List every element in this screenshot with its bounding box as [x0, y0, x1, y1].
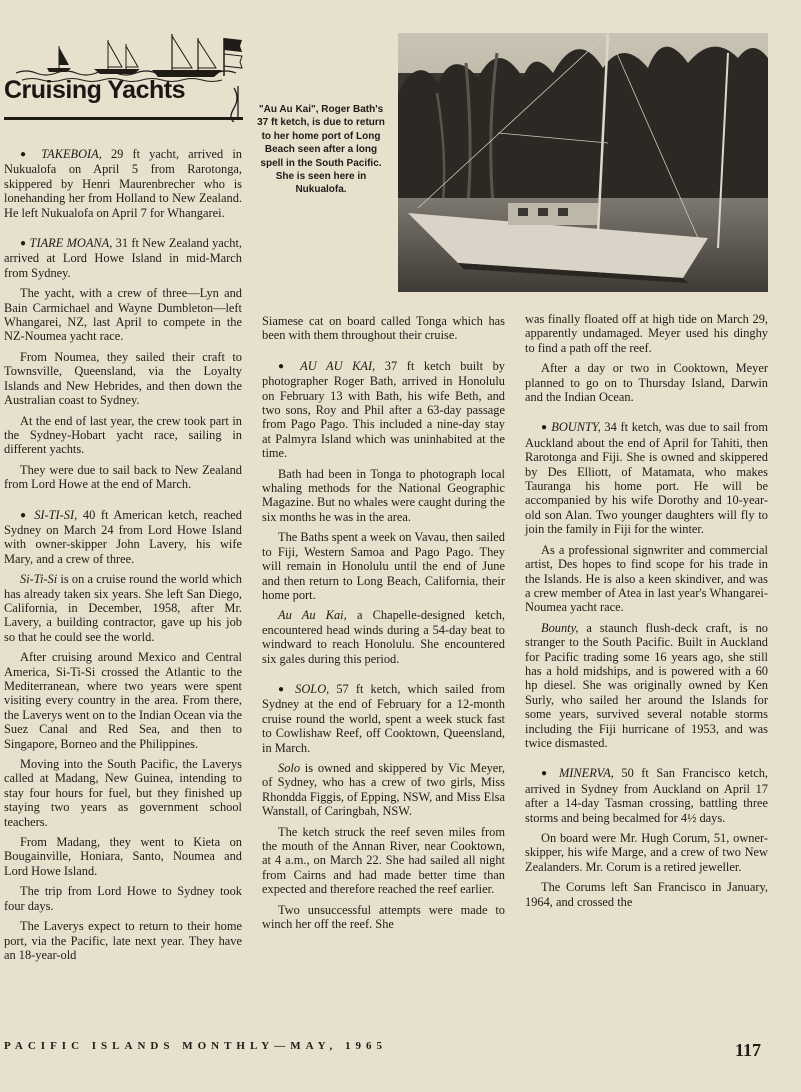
paragraph: Si-Ti-Si is on a cruise round the world which has already taken six years. She left San Diego, California, in December, 1958, after Mr. Lavery, a building contractor, gave up his job so that he could see the world. [4, 572, 242, 644]
paragraph: After cruising around Mexico and Central America, Si-Ti-Si crossed the Atlantic to the Mediterranean, where two years were spent visiting every country in the area. From there, the Laverys went on to the Indian Ocean via the Suez Canal and Red Sea, and then to Singapore, Borneo and the Philippines. [4, 650, 242, 751]
paragraph: Bounty, a staunch flush-deck craft, is no stranger to the South Pacific. Built in Auckland for Pacific trading some 16 years ago, she still has a hold midships, and is powered with a 60 hp diesel. She was originally owned by Ken Surly, who sailed her around the Islands for some years, survived several notable storms including the Fiji hurricane of 1953, and was twice dismasted. [525, 620, 768, 750]
paragraph: The ketch struck the reef seven miles from the mouth of the Annan River, near Cooktown, at 4 a.m., on March 22. She had sailed all night from Cairns and had made better time than expected and therefore reached the reef earlier. [262, 824, 505, 897]
article-column-1 [4, 147, 242, 968]
sailing-ships-illustration [2, 28, 245, 122]
paragraph: ● AU AU KAI, 37 ft ketch built by photographer Roger Bath, arrived in Honolulu on February 13 with Bath, his wife Beth, and two sons, Roy and Phil after a 63-day passage from Pago Pago. This included a nine-day stay at Palmyra Island which was uninhabited at the time. [262, 358, 505, 461]
paragraph: The Baths spent a week on Vavau, then sailed to Fiji, Western Samoa and Pago Pago. They will remain in Honolulu until the end of June and then return to Long Beach, California, their home port. [262, 530, 505, 602]
header-divider [4, 117, 243, 120]
paragraph: The Laverys expect to return to their home port, via the Pacific, late next year. They have an 18-year-old [4, 919, 242, 962]
paragraph: ● SOLO, 57 ft ketch, which sailed from Sydney at the end of February for a 12-month cruise round the world, spent a week stuck fast to Cowlishaw Reef, off Cooktown, Queensland, in March. [262, 681, 505, 755]
paragraph: Siamese cat on board called Tonga which has been with them throughout their cruise. [262, 314, 505, 343]
paragraph: Moving into the South Pacific, the Laverys called at Madang, New Guinea, intending to stay four hours for fuel, but they finished up staying two years as government school teachers. [4, 757, 242, 829]
section-header [2, 28, 245, 122]
paragraph: They were due to sail back to New Zealand from Lord Howe at the end of March. [4, 462, 242, 492]
yacht-photo [398, 33, 768, 292]
paragraph: At the end of last year, the crew took part in the Sydney-Hobart yacht race, sailing in different yachts. [4, 413, 242, 457]
article-column-2 [262, 314, 505, 937]
paragraph: ● TAKEBOIA, 29 ft yacht, arrived in Nukualofa on April 5 from Rarotonga, skippered by Henri Maurenbrecher who is lonehanding her from Holland to New Zealand. He left Nukualofa on April 7 for Whangarei. [4, 147, 242, 220]
paragraph: The yacht, with a crew of three—Lyn and Bain Carmichael and Wayne Dumbleton—left Whangarei, NZ, last April to compete in the NZ-Noumea yacht race. [4, 286, 242, 344]
paragraph: The trip from Lord Howe to Sydney took four days. [4, 884, 242, 913]
page-footer: PACIFIC ISLANDS MONTHLY—MAY, 1965 [4, 1040, 387, 1052]
paragraph: Solo is owned and skippered by Vic Meyer, of Sydney, who has a crew of two girls, Miss Rhondda Figgis, of Epping, NSW, and Miss Elsa Wanstall, of Caringbah, NSW. [262, 760, 505, 819]
paragraph: ● MINERVA, 50 ft San Francisco ketch, arrived in Sydney from Auckland on April 17 after a 14-day Tasman crossing, battling three storms and being becalmed for 4½ days. [525, 766, 768, 825]
paragraph: Bath had been in Tonga to photograph local whaling methods for the National Geographic Magazine. But no whales were caught during the six months he was in the area. [262, 466, 505, 524]
yacht-photo-image [398, 33, 768, 292]
page-title: Cruising Yachts [4, 76, 185, 104]
paragraph: ● BOUNTY, 34 ft ketch, was due to sail from Auckland about the end of April for Tahiti, then Rarotonga and Fiji. She is owned and skippered by Des Elliott, of Matamata, who makes Tauranga his home port. He will be accompanied by his wife Dorothy and 10-year-old son Alan. Two younger daughters will fly to join the family in Fiji for the winter. [525, 420, 769, 537]
paragraph: From Noumea, they sailed their craft to Townsville, Queensland, via the Loyalty Islands and New Hebrides, and then down the Australian coast to Sydney. [4, 349, 242, 408]
paragraph: was finally floated off at high tide on March 29, apparently undamaged. Meyer used his dinghy to find a path off the reef. [525, 312, 768, 355]
paragraph: Two unsuccessful attempts were made to winch her off the reef. She [262, 902, 505, 932]
article-column-3 [525, 312, 768, 915]
paragraph: ● SI-TI-SI, 40 ft American ketch, reached Sydney on March 24 from Lord Howe Island with owner-skipper John Lavery, his wife Mary, and a crew of three. [4, 507, 242, 566]
paragraph: On board were Mr. Hugh Corum, 51, owner-skipper, his wife Marge, and a crew of two New Zealanders. Mr. Corum is a retired jeweller. [525, 831, 768, 874]
paragraph: ● TIARE MOANA, 31 ft New Zealand yacht, arrived at Lord Howe Island in mid-March from Sydney. [4, 236, 242, 280]
paragraph: After a day or two in Cooktown, Meyer planned to go on to Thursday Island, Darwin and the Indian Ocean. [525, 361, 768, 405]
paragraph: Au Au Kai, a Chapelle-designed ketch, encountered head winds during a 54-day beat to windward to reach Honolulu. She encountered six gales during this period. [262, 608, 506, 666]
page-number: 117 [735, 1040, 762, 1060]
paragraph: As a professional signwriter and commercial artist, Des hopes to find scope for his trade in the Islands. He is also a keen skindiver, and was a crew member of Atea in last year's Whangarei-Noumea yacht race. [525, 542, 768, 615]
paragraph: The Corums left San Francisco in January, 1964, and crossed the [525, 880, 768, 909]
paragraph: From Madang, they went to Kieta on Bougainville, Honiara, Santo, Noumea and Lord Howe Island. [4, 835, 242, 878]
photo-caption: "Au Au Kai", Roger Bath's 37 ft ketch, is due to return to her home port of Long Beach seen after a long spell in the South Pacific. She is seen here in Nukualofa. [257, 104, 385, 196]
